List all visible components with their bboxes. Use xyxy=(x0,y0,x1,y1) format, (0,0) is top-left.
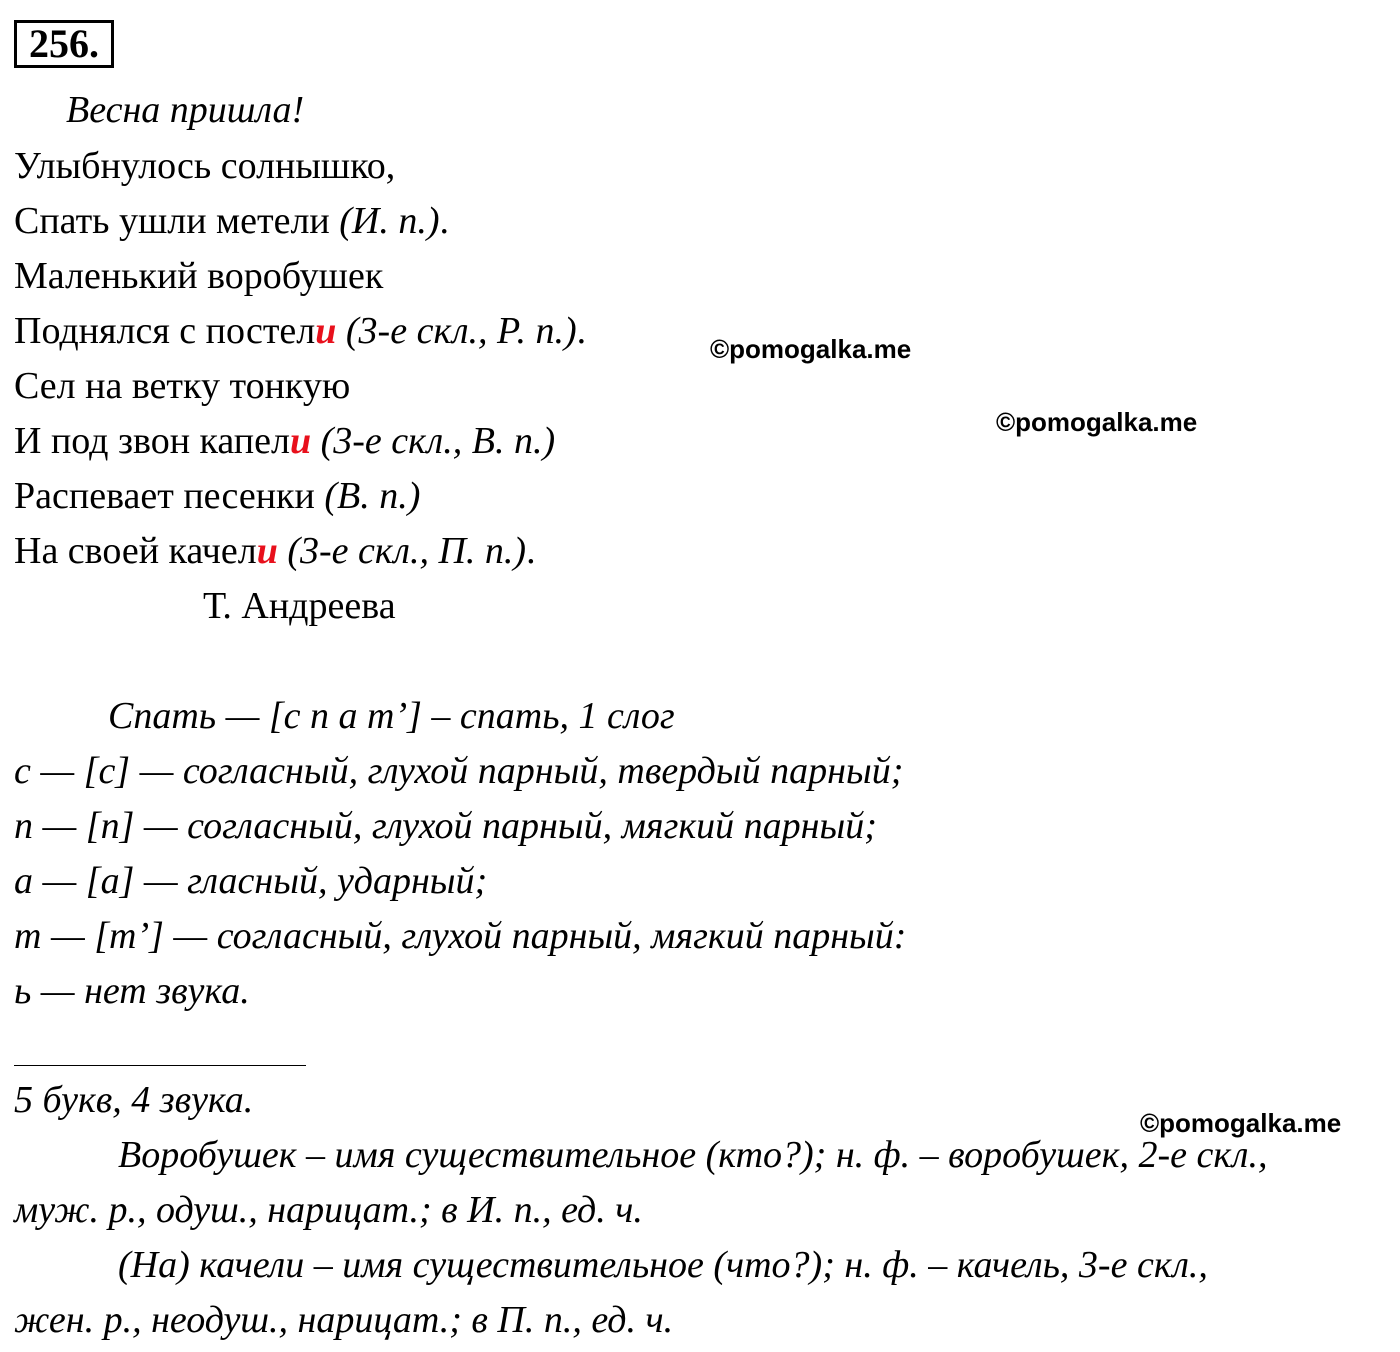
morph-entry-2-line-2: жен. р., неодуш., нарицат.; в П. п., ед. ч. xyxy=(14,1299,674,1341)
poem-line-text: Поднялся с постел xyxy=(14,310,316,352)
poem-line-text: Улыбнулось солнышко, xyxy=(14,145,396,187)
poem-line-text: Распевает песенки xyxy=(14,475,325,517)
poem-line-1 xyxy=(14,144,395,188)
poem-line-3 xyxy=(14,254,383,298)
punctuation: . xyxy=(526,530,536,572)
poem-line-text: И под звон капел xyxy=(14,420,290,462)
phonetic-row: а — [а] — гласный, ударный; xyxy=(14,860,488,902)
poem-line-2 xyxy=(14,199,449,243)
phonetic-row: с — [с] — согласный, глухой парный, твердый парный; xyxy=(14,750,904,792)
poem-line-text: Сел на ветку тонкую xyxy=(14,365,351,407)
morph-entry-2-line-1: (На) качели – имя существительное (что?); н. ф. – качель, 3-е скл., xyxy=(118,1244,1208,1286)
phonetic-row: ь — нет звука. xyxy=(14,970,250,1012)
morph-entry-1-line-2: муж. р., одуш., нарицат.; в И. п., ед. ч. xyxy=(14,1189,643,1231)
morph-entry-1-line-1: Воробушек – имя существительное (кто?); н. ф. – воробушек, 2-е скл., xyxy=(118,1134,1268,1176)
poem-line-4 xyxy=(14,309,586,353)
phonetic-row: т — [т’] — согласный, глухой парный, мягкий парный: xyxy=(14,915,907,957)
case-note: (3-е скл., Р. п.) xyxy=(336,310,577,352)
poem-line-5 xyxy=(14,364,350,408)
watermark: ©pomogalka.me xyxy=(710,334,912,364)
ending-highlight: и xyxy=(315,310,337,352)
punctuation: . xyxy=(576,310,587,352)
phonetic-header: Спать — [с п а т’] – спать, 1 слог xyxy=(108,695,675,737)
ending-highlight: и xyxy=(289,420,312,462)
poem-line-text: На своей качел xyxy=(14,530,257,572)
phonetic-row: п — [п] — согласный, глухой парный, мягкий парный; xyxy=(14,805,877,847)
poem-line-text: Маленький воробушек xyxy=(14,255,384,297)
poem-line-text: Спать ушли метели xyxy=(14,200,340,242)
case-note: (И. п.) xyxy=(339,200,440,242)
poem-line-8 xyxy=(14,529,536,573)
poem-title: Весна пришла! xyxy=(66,89,305,131)
phonetic-summary: 5 букв, 4 звука. xyxy=(14,1079,254,1121)
case-note: (3-е скл., В. п.) xyxy=(311,420,556,462)
watermark: ©pomogalka.me xyxy=(996,407,1198,437)
poem-author: Т. Андреева xyxy=(203,585,396,627)
ending-highlight: и xyxy=(256,530,278,572)
divider xyxy=(14,1065,306,1066)
poem-line-7 xyxy=(14,474,420,518)
case-note: (В. п.) xyxy=(324,475,421,517)
punctuation: . xyxy=(439,200,450,242)
poem-line-6 xyxy=(14,419,555,463)
watermark: ©pomogalka.me xyxy=(1140,1108,1342,1138)
case-note: (3-е скл., П. п.) xyxy=(277,530,527,572)
exercise-number: 256. xyxy=(14,20,114,68)
